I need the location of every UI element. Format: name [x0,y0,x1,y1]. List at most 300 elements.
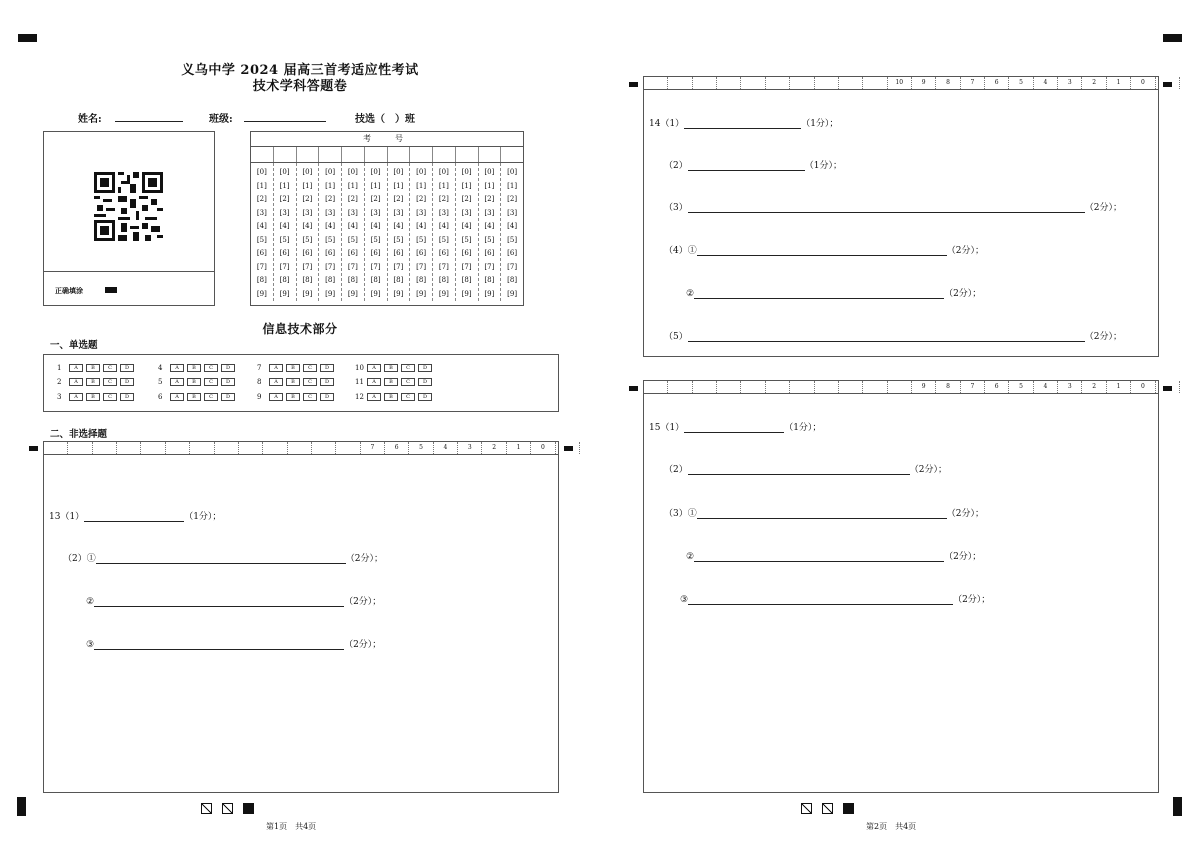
exam-number-bubble[interactable]: [8] [302,276,313,284]
exam-number-bubble[interactable]: [7] [507,262,518,271]
score-strip-cell[interactable]: 7 [361,442,385,454]
exam-number-write-cell[interactable] [410,147,433,162]
exam-number-bubble[interactable]: [9] [325,289,336,298]
mcq-option-bubble[interactable]: C [103,378,117,386]
mcq-option-bubble[interactable]: A [269,378,283,386]
q13-part2-1[interactable]: （2）① （2分）； [63,554,383,564]
mcq-option-bubble[interactable]: D [320,378,334,386]
score-strip-cell[interactable] [190,442,214,454]
exam-number-bubble[interactable]: [2] [347,195,358,203]
score-strip-cell[interactable] [44,442,68,454]
q14-part4-2[interactable]: ② （2分）； [686,289,982,299]
exam-number-bubble[interactable]: [2] [393,195,404,203]
exam-number-bubble[interactable]: [4] [393,222,404,230]
score-strip-cell[interactable]: 1 [1107,381,1131,393]
exam-number-bubble[interactable]: [1] [461,181,472,190]
exam-number-bubble[interactable]: [8] [393,276,404,284]
score-strip-cell[interactable] [668,381,692,393]
exam-number-bubble[interactable]: [0] [507,168,518,176]
exam-number-bubble[interactable]: [2] [325,195,336,203]
mcq-option-bubble[interactable]: D [120,393,134,401]
exam-number-bubble[interactable]: [7] [325,262,336,271]
exam-number-bubble[interactable]: [8] [438,276,449,284]
class-line [244,121,326,122]
exam-number-bubble[interactable]: [1] [325,181,336,190]
exam-number-bubble[interactable]: [7] [438,262,449,271]
exam-number-bubble[interactable]: [2] [461,195,472,203]
exam-number-bubble[interactable]: [0] [461,168,472,176]
score-strip-cell[interactable]: 0 [1131,77,1155,89]
exam-number-bubble[interactable]: [6] [370,249,381,257]
mcq-option-bubble[interactable]: B [384,378,398,386]
q15-part3-1[interactable]: （3）① （2分）； [664,509,984,519]
exam-number-write-cell[interactable] [433,147,456,162]
exam-number-bubble[interactable]: [6] [325,249,336,257]
score-strip-cell[interactable]: 8 [936,77,960,89]
mcq-option-bubble[interactable]: C [103,393,117,401]
exam-number-bubble[interactable]: [7] [347,262,358,271]
exam-number-bubble[interactable]: [5] [461,235,472,244]
score-strip-cell[interactable] [741,381,765,393]
exam-number-bubble[interactable]: [4] [302,222,313,230]
score-strip-cell[interactable]: 3 [1058,381,1082,393]
mcq-option-bubble[interactable]: D [221,364,235,372]
exam-number-column [251,163,274,301]
mcq-option-bubble[interactable]: B [286,378,300,386]
exam-number-bubble[interactable]: [2] [438,195,449,203]
exam-number-bubble[interactable]: [0] [416,168,427,176]
exam-number-column [433,163,456,301]
exam-number-bubble[interactable]: [3] [393,208,404,217]
exam-number-column [274,163,297,301]
exam-number-column [479,163,502,301]
exam-number-bubble[interactable]: [4] [256,222,267,230]
mcq-option-bubble[interactable]: D [418,393,432,401]
exam-number-bubble[interactable]: [0] [370,168,381,176]
exam-number-bubble[interactable]: [2] [484,195,495,203]
exam-number-bubble[interactable]: [9] [256,289,267,298]
mcq-option-bubble[interactable]: C [303,364,317,372]
mcq-option-bubble[interactable]: A [69,364,83,372]
exam-number-bubble[interactable]: [8] [507,276,518,284]
mcq-option-bubble[interactable]: A [170,393,184,401]
exam-number-column [365,163,388,301]
q14-part2[interactable]: （2） （1分）； [664,161,842,171]
score-strip-cell[interactable] [815,77,839,89]
exam-number-write-cell[interactable] [342,147,365,162]
exam-number-bubble[interactable]: [4] [507,222,518,230]
mcq-option-bubble[interactable]: A [170,378,184,386]
name-label: 姓名: [78,114,102,125]
exam-number-bubble[interactable]: [7] [302,262,313,271]
mcq-option-bubble[interactable]: B [286,393,300,401]
score-strip-cell[interactable]: 2 [1082,381,1106,393]
score-strip [43,441,559,455]
mcq-option-bubble[interactable]: D [120,364,134,372]
exam-number-bubble[interactable]: [0] [347,168,358,176]
exam-number-bubble[interactable]: [4] [484,222,495,230]
exam-number-write-cell[interactable] [319,147,342,162]
score-strip-cell[interactable] [741,77,765,89]
exam-number-bubble[interactable]: [3] [416,208,427,217]
exam-number-bubble[interactable]: [7] [279,262,290,271]
exam-number-bubble[interactable]: [5] [484,235,495,244]
exam-number-bubble[interactable]: [5] [256,235,267,244]
score-strip-cell[interactable] [766,381,790,393]
exam-number-bubble[interactable]: [9] [461,289,472,298]
score-strip-cell[interactable]: 2 [482,442,506,454]
mcq-option-bubble[interactable]: B [187,378,201,386]
score-strip-cell[interactable]: 4 [434,442,458,454]
exam-number-bubble[interactable]: [7] [484,262,495,271]
exam-number-write-cell[interactable] [274,147,297,162]
exam-number-bubble[interactable]: [8] [325,276,336,284]
exam-number-bubble[interactable]: [3] [256,208,267,217]
exam-number-bubble[interactable]: [3] [279,208,290,217]
exam-number-bubble[interactable]: [0] [302,168,313,176]
mcq-option-bubble[interactable]: B [86,378,100,386]
exam-number-bubble[interactable]: [1] [416,181,427,190]
mcq-question-number: 4 [158,364,163,372]
mcq-option-bubble[interactable]: C [204,393,218,401]
score-strip-cell[interactable] [693,381,717,393]
mcq-option-bubble[interactable]: B [384,393,398,401]
row-marker [629,386,638,391]
mcq-option-bubble[interactable]: A [170,364,184,372]
mcq-question-number: 8 [257,378,262,386]
q15-part1[interactable]: 15（1） （1分）； [649,423,822,433]
score-strip-cell[interactable] [263,442,287,454]
exam-number-bubble[interactable]: [6] [484,249,495,257]
score-strip-cell[interactable] [166,442,190,454]
exam-number-bubble[interactable]: [9] [302,289,313,298]
exam-number-bubble[interactable]: [5] [416,235,427,244]
mcq-option-bubble[interactable]: C [401,364,415,372]
score-strip-cell[interactable] [215,442,239,454]
score-strip-cell[interactable]: 6 [985,381,1009,393]
score-strip-cell[interactable]: 5 [409,442,433,454]
exam-number-bubble[interactable]: [3] [484,208,495,217]
exam-number-bubble[interactable]: [8] [370,276,381,284]
score-strip-cell[interactable]: 0 [1131,381,1155,393]
exam-number-bubble[interactable]: [1] [507,181,518,190]
score-strip-cell[interactable]: 8 [936,381,960,393]
exam-number-bubble[interactable]: [8] [461,276,472,284]
row-marker [29,446,38,451]
exam-number-bubble[interactable]: [9] [416,289,427,298]
exam-number-bubble[interactable]: [4] [279,222,290,230]
exam-number-bubble[interactable]: [8] [256,276,267,284]
mcq-option-bubble[interactable]: B [86,364,100,372]
score-strip-cell[interactable] [717,381,741,393]
exam-number-bubble[interactable]: [5] [438,235,449,244]
exam-number-bubble[interactable]: [5] [325,235,336,244]
score-strip-cell[interactable] [1156,77,1180,89]
score-strip-cell[interactable] [790,77,814,89]
score-strip-cell[interactable] [556,442,580,454]
mcq-question [257,364,337,372]
section-1-title: 一、单选题 [50,340,98,351]
score-strip-cell[interactable]: 1 [1107,77,1131,89]
exam-number-bubble[interactable]: [6] [302,249,313,257]
mcq-question [257,378,337,386]
exam-number-bubble[interactable]: [0] [484,168,495,176]
score-strip-cell[interactable]: 1 [507,442,531,454]
score-strip-cell[interactable]: 2 [1082,77,1106,89]
score-strip-cell[interactable] [117,442,141,454]
exam-number-column [297,163,320,301]
page-number-1: 第1页 共4页 [266,822,317,831]
name-field[interactable] [78,110,183,125]
exam-number-bubble[interactable]: [5] [507,235,518,244]
exam-number-bubble[interactable]: [2] [416,195,427,203]
score-strip-cell[interactable] [863,381,887,393]
mcq-option-bubble[interactable]: C [103,364,117,372]
score-strip-cell[interactable] [68,442,92,454]
exam-number-bubble[interactable]: [1] [370,181,381,190]
q15-part3-2[interactable]: ② （2分）； [686,552,982,562]
mcq-option-bubble[interactable]: D [221,378,235,386]
mcq-question [355,393,435,401]
exam-number-bubble[interactable]: [1] [302,181,313,190]
exam-number-bubble[interactable]: [4] [325,222,336,230]
score-strip-cell[interactable]: 10 [888,77,912,89]
exam-number-bubble[interactable]: [6] [393,249,404,257]
score-strip-cell[interactable] [336,442,360,454]
exam-number-bubble[interactable]: [6] [416,249,427,257]
mcq-option-bubble[interactable]: B [187,364,201,372]
exam-number-write-cell[interactable] [365,147,388,162]
exam-number-bubble[interactable]: [3] [461,208,472,217]
exam-number-bubble[interactable]: [2] [279,195,290,203]
exam-number-bubble[interactable]: [8] [484,276,495,284]
mcq-option-bubble[interactable]: C [401,378,415,386]
score-strip-cell[interactable]: 4 [1034,381,1058,393]
mcq-option-bubble[interactable]: D [320,364,334,372]
exam-number-bubble[interactable]: [6] [256,249,267,257]
mcq-option-bubble[interactable]: B [286,364,300,372]
score-strip-cell[interactable]: 0 [531,442,555,454]
corner-marker-top-left [18,34,37,42]
score-strip-cell[interactable] [766,77,790,89]
exam-number-bubble[interactable]: [6] [279,249,290,257]
exam-number-bubble[interactable]: [7] [416,262,427,271]
exam-number-bubble[interactable]: [2] [302,195,313,203]
score-strip-cell[interactable] [644,77,668,89]
score-strip-cell[interactable]: 9 [912,381,936,393]
page-marker-square [222,803,233,814]
score-strip-cell[interactable]: 6 [985,77,1009,89]
page-number-2: 第2页 共4页 [866,822,917,831]
exam-number-bubble[interactable]: [4] [370,222,381,230]
exam-number-write-cell[interactable] [388,147,411,162]
exam-number-bubble[interactable]: [1] [393,181,404,190]
mcq-option-bubble[interactable]: D [418,378,432,386]
exam-number-bubble[interactable]: [1] [438,181,449,190]
exam-number-bubble[interactable]: [8] [279,276,290,284]
exam-number-bubble[interactable]: [9] [279,289,290,298]
exam-number-bubble[interactable]: [4] [347,222,358,230]
mcq-option-bubble[interactable]: D [320,393,334,401]
q14-part5[interactable]: （5） （2分）； [664,332,1122,342]
tech-class-field[interactable]: 技选（ ）班 [355,114,415,125]
exam-number-write-cell[interactable] [251,147,274,162]
score-strip-cell[interactable]: 7 [961,381,985,393]
exam-number-bubble[interactable]: [9] [438,289,449,298]
q14-part4-1[interactable]: （4）① （2分）； [664,246,984,256]
exam-number-bubble[interactable]: [0] [279,168,290,176]
exam-number-bubble[interactable]: [6] [347,249,358,257]
q14-part1[interactable]: 14（1） （1分）； [649,119,839,129]
score-strip-cell[interactable] [693,77,717,89]
exam-number-bubble[interactable]: [6] [507,249,518,257]
page-marker-square [243,803,254,814]
exam-number-bubble[interactable]: [4] [416,222,427,230]
mcq-question [158,364,238,372]
exam-number-bubble[interactable]: [4] [461,222,472,230]
exam-number-bubble[interactable]: [7] [461,262,472,271]
exam-number-bubble[interactable]: [8] [347,276,358,284]
exam-number-bubble[interactable]: [1] [484,181,495,190]
mcq-option-bubble[interactable]: C [204,364,218,372]
exam-number-column [501,163,523,301]
score-strip-cell[interactable]: 6 [385,442,409,454]
exam-number-write-cell[interactable] [479,147,502,162]
score-strip-cell[interactable]: 3 [1058,77,1082,89]
exam-number-bubble[interactable]: [3] [438,208,449,217]
exam-number-bubble[interactable]: [6] [461,249,472,257]
score-strip-cell[interactable]: 5 [1009,381,1033,393]
exam-number-bubble[interactable]: [5] [347,235,358,244]
score-strip [643,76,1159,90]
exam-number-bubble[interactable]: [2] [256,195,267,203]
score-strip-cell[interactable] [1156,381,1180,393]
qr-code-icon [94,172,163,241]
score-strip-cell[interactable] [312,442,336,454]
mcq-option-bubble[interactable]: D [418,364,432,372]
page-title: 义乌中学 2024 届高三首考适应性考试 [181,63,419,78]
score-strip-cell[interactable] [839,381,863,393]
exam-number-bubble[interactable]: [0] [256,168,267,176]
exam-number-bubble[interactable]: [0] [438,168,449,176]
mcq-option-bubble[interactable]: C [401,393,415,401]
exam-number-bubble[interactable]: [7] [256,262,267,271]
exam-number-bubble[interactable]: [7] [370,262,381,271]
exam-number-bubble[interactable]: [3] [347,208,358,217]
exam-number-bubble[interactable]: [5] [393,235,404,244]
exam-number-bubble[interactable]: [9] [347,289,358,298]
q15-answer-box [643,380,1159,793]
exam-number-bubble[interactable]: [3] [507,208,518,217]
mcq-option-bubble[interactable]: A [69,393,83,401]
exam-number-bubble[interactable]: [7] [393,262,404,271]
score-strip-cell[interactable]: 9 [912,77,936,89]
exam-number-bubble[interactable]: [3] [325,208,336,217]
mcq-option-bubble[interactable]: A [367,393,381,401]
score-strip-cell[interactable] [839,77,863,89]
score-strip-cell[interactable] [863,77,887,89]
class-field[interactable] [209,110,326,125]
exam-number-write-cell[interactable] [297,147,320,162]
section-2-title: 二、非选择题 [50,429,108,440]
mcq-option-bubble[interactable]: A [69,378,83,386]
exam-number-bubble[interactable]: [1] [347,181,358,190]
mcq-question-number: 9 [257,393,262,401]
exam-number-bubble[interactable]: [0] [325,168,336,176]
mcq-option-bubble[interactable]: D [221,393,235,401]
exam-number-bubble[interactable]: [0] [393,168,404,176]
score-strip-cell[interactable]: 7 [961,77,985,89]
score-strip-cell[interactable]: 4 [1034,77,1058,89]
mcq-option-bubble[interactable]: B [187,393,201,401]
score-strip-cell[interactable] [239,442,263,454]
mcq-option-bubble[interactable]: B [86,393,100,401]
corner-marker-top-right [1163,34,1182,42]
exam-number-bubble[interactable]: [4] [438,222,449,230]
score-strip-cell[interactable] [717,77,741,89]
mcq-option-bubble[interactable]: C [303,378,317,386]
exam-number-bubble[interactable]: [9] [507,289,518,298]
page-marker-square [843,803,854,814]
q15-part2[interactable]: （2） （2分）； [664,465,947,475]
q13-part2-3[interactable]: ③ （2分）； [86,640,382,650]
mcq-option-bubble[interactable]: C [204,378,218,386]
exam-number-bubble[interactable]: [9] [393,289,404,298]
exam-number-bubble[interactable]: [3] [370,208,381,217]
exam-number-bubble[interactable]: [1] [279,181,290,190]
exam-number-write-cell[interactable] [456,147,479,162]
score-strip-cell[interactable] [815,381,839,393]
mcq-option-bubble[interactable]: B [384,364,398,372]
score-strip-cell[interactable] [288,442,312,454]
mcq-option-bubble[interactable]: A [367,378,381,386]
mcq-option-bubble[interactable]: A [367,364,381,372]
exam-number-write-cell[interactable] [501,147,523,162]
mcq-option-bubble[interactable]: A [269,393,283,401]
mcq-option-bubble[interactable]: A [269,364,283,372]
exam-number-bubble[interactable]: [2] [507,195,518,203]
score-strip-cell[interactable] [93,442,117,454]
exam-number-bubble[interactable]: [2] [370,195,381,203]
page-marker-square [822,803,833,814]
q13-part2-2[interactable]: ② （2分）； [86,597,382,607]
q13-part1[interactable]: 13（1） （1分）； [49,512,222,522]
score-strip-cell[interactable] [644,381,668,393]
exam-number-bubble[interactable]: [5] [370,235,381,244]
score-strip-cell[interactable] [888,381,912,393]
exam-number-bubble[interactable]: [5] [302,235,313,244]
mcq-option-bubble[interactable]: C [303,393,317,401]
q14-part3[interactable]: （3） （2分）； [664,203,1122,213]
exam-number-bubble[interactable]: [3] [302,208,313,217]
exam-number-bubble[interactable]: [9] [370,289,381,298]
exam-number-bubble[interactable]: [1] [256,181,267,190]
score-strip-cell[interactable] [790,381,814,393]
q15-part3-3[interactable]: ③ （2分）； [680,595,991,605]
score-strip-cell[interactable]: 3 [458,442,482,454]
exam-number-column [456,163,479,301]
exam-number-bubble[interactable]: [8] [416,276,427,284]
exam-number-bubble[interactable]: [9] [484,289,495,298]
q13-answer-box [43,441,559,793]
score-strip-cell[interactable]: 5 [1009,77,1033,89]
mcq-question [57,364,137,372]
score-strip-cell[interactable] [668,77,692,89]
exam-number-bubble[interactable]: [6] [438,249,449,257]
exam-number-bubble[interactable]: [5] [279,235,290,244]
mcq-option-bubble[interactable]: D [120,378,134,386]
score-strip-cell[interactable] [141,442,165,454]
